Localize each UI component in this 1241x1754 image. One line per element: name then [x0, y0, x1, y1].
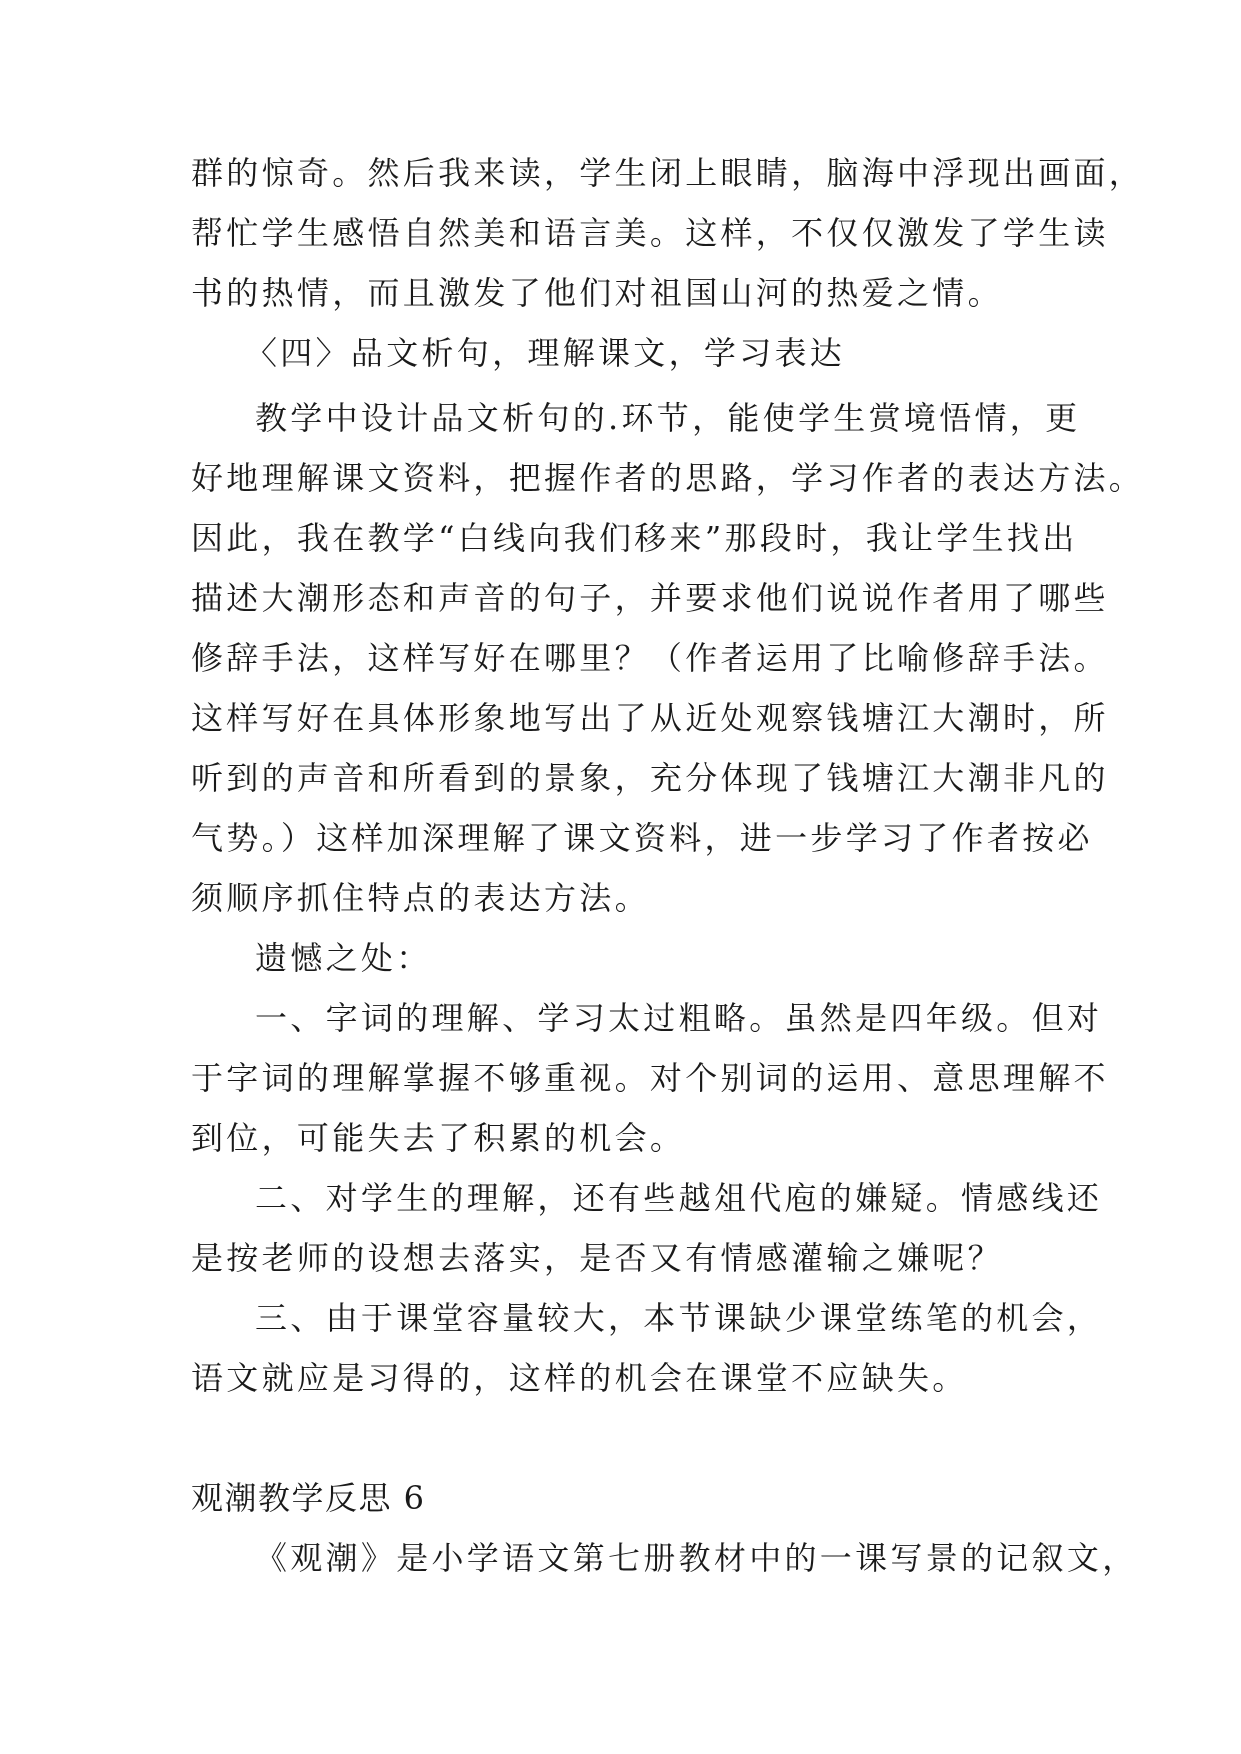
text-line: 语文就应是习得的，这样的机会在课堂不应缺失。	[191, 1359, 968, 1397]
text-line: 好地理解课文资料，把握作者的思路，学习作者的表达方法。	[191, 459, 1145, 497]
text-line: 是按老师的设想去落实，是否又有情感灌输之嫌呢？	[191, 1239, 1003, 1277]
text-line: 到位，可能失去了积累的机会。	[191, 1119, 686, 1157]
text-line: 修辞手法，这样写好在哪里？（作者运用了比喻修辞手法。	[191, 639, 1109, 677]
subheading: 遗憾之处：	[255, 939, 432, 977]
text-line: 教学中设计品文析句的.环节，能使学生赏境悟情，更	[255, 399, 1081, 437]
text-line: 三、由于课堂容量较大，本节课缺少课堂练笔的机会，	[255, 1299, 1103, 1337]
text-line: 描述大潮形态和声音的句子，并要求他们说说作者用了哪些	[191, 579, 1109, 617]
text-line: 须顺序抓住特点的表达方法。	[191, 879, 650, 917]
text-line: 于字词的理解掌握不够重视。对个别词的运用、意思理解不	[191, 1059, 1109, 1097]
text-line: 一、字词的理解、学习太过粗略。虽然是四年级。但对	[255, 999, 1103, 1037]
text-line: 书的热情，而且激发了他们对祖国山河的热爱之情。	[191, 274, 1003, 312]
text-line: 二、对学生的理解，还有些越俎代庖的嫌疑。情感线还	[255, 1179, 1103, 1217]
section-title: 观潮教学反思 6	[191, 1479, 426, 1517]
text-line: 因此，我在教学“白线向我们移来”那段时，我让学生找出	[191, 519, 1078, 557]
text-line: 气势。）这样加深理解了课文资料，进一步学习了作者按必	[191, 819, 1093, 857]
text-line: 听到的声音和所看到的景象，充分体现了钱塘江大潮非凡的	[191, 759, 1109, 797]
text-line: 这样写好在具体形象地写出了从近处观察钱塘江大潮时，所	[191, 699, 1109, 737]
text-line: 帮忙学生感悟自然美和语言美。这样，不仅仅激发了学生读	[191, 214, 1109, 252]
text-line: 《观潮》是小学语文第七册教材中的一课写景的记叙文，	[255, 1539, 1138, 1577]
section-heading: 〈四〉品文析句，理解课文，学习表达	[245, 334, 846, 372]
text-line: 群的惊奇。然后我来读，学生闭上眼睛，脑海中浮现出画面，	[191, 154, 1145, 192]
